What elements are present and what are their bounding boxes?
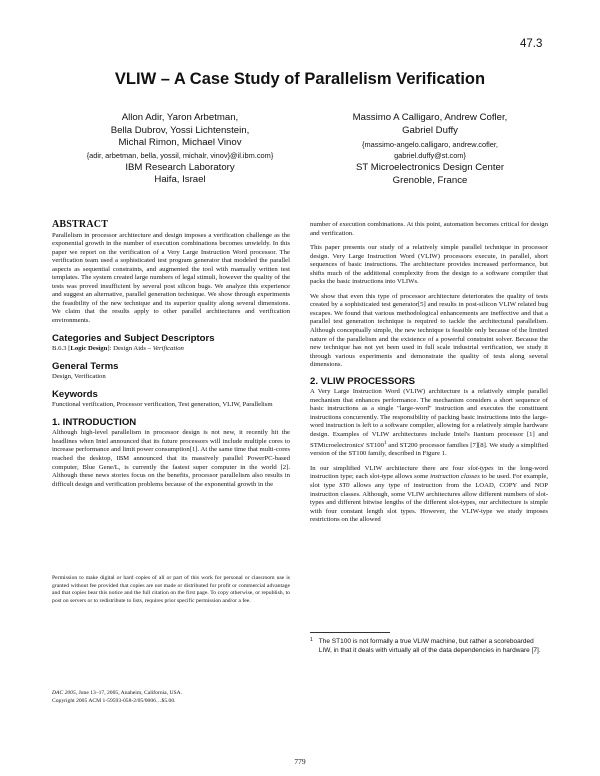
vliw-p1-part-a: A Very Large Instruction Word (VLIW) architecture is a relatively simple parallel mechanism that enhances performance. The mechanism considers a short sequence of basic instructions as a single "large-word" instruction and executes the constituent instructions concurrently. The responsibility of packing basic instructions into the large-word instruction is left to a software compiler, allowing for a relatively simple hardware design. Examples of VLIW architectures include Intel's Itanium processor [1] and STMicroelectronics' ST100 — [310, 388, 548, 449]
author-block-st — [310, 112, 550, 187]
right-paragraph-2: This paper presents our study of a relatively simple parallel technique in processor design. Very Large Instruction Word (VLIW) processors execute, in parallel, short sequences of basic instructions. The architecture provides increased performance, but shifts much of the additional complexity from the design to a software compiler that packs the basic instructions into VLIWs. — [310, 244, 548, 286]
vliw-heading: 2. VLIW PROCESSORS — [310, 375, 416, 387]
author-emails-line-1: {massimo-angelo.calligaro, andrew.cofler, — [362, 140, 498, 150]
categories-text — [52, 345, 290, 354]
right-column — [310, 221, 548, 531]
vliw-p2-part-a: In our simplified VLIW architecture there are four — [310, 464, 469, 472]
author-names-line-1: Allon Adir, Yaron Arbetman, — [121, 112, 239, 123]
vliw-paragraph-1 — [310, 388, 548, 459]
categories-heading: Categories and Subject Descriptors — [52, 332, 215, 344]
permission-notice: Permission to make digital or hard copies of all or part of this work for personal or classroom use is granted without fee provided that copies are not made or distributed for profit or commercial advantage and that copies bear this notice and the full citation on the first page. To copy otherwise, or republish, to post on servers or to redistribute to lists, requires prior specific permission and/or a fee. — [52, 575, 290, 604]
general-terms-text: Design, Verification — [52, 373, 106, 381]
author-names-line-2: Gabriel Duffy — [402, 124, 458, 136]
vliw-p2-part-b: in the long-word instruction type; each slot-type allows some — [310, 464, 549, 481]
footnote-separator — [310, 632, 390, 633]
intro-heading: 1. INTRODUCTION — [52, 416, 137, 428]
conference-info — [52, 690, 290, 705]
vliw-p2-italic-2: instruction classes — [430, 473, 480, 481]
keywords-text: Functional verification, Processor verification, Test generation, VLIW, Parallelism — [52, 401, 273, 409]
abstract-heading: ABSTRACT — [52, 219, 109, 230]
author-names-line-1: Massimo A Calligaro, Andrew Cofler, — [352, 112, 508, 123]
org-location: Grenoble, France — [392, 174, 468, 186]
org-name: IBM Research Laboratory — [125, 161, 235, 173]
author-emails: {adir, arbetman, bella, yossil, michalr, vinov}@il.ibm.com} — [86, 150, 274, 160]
abstract-text: Parallelism in processor architecture and design imposes a verification challenge as the exponential growth in the number of execution combinations becomes unwieldy. In this paper we report on the verification of a Very Large Instruction Word processor. The verification team used a sophisticated test program generator that modeled the parallel aspects as sequential constraints, and augmented the tool with manually written test templates. The system created large numbers of legal stimuli, however the quality of the tests was proved insufficient by several post silicon bugs. We analyze this experience and suggest an alternative, parallel generation technique. We show through experiments the feasibility of the new technique and its superior quality along several dimensions. We claim that the results apply to other parallel architectures and verification environments. — [52, 231, 290, 325]
categories-mid: ]: Design Aids – — [107, 345, 153, 353]
footnote-ref: 1 — [383, 440, 387, 446]
footnote-number: 1 — [310, 637, 313, 643]
author-names-line-2: Bella Dubrov, Yossi Lichtenstein, — [110, 124, 250, 136]
page-number: 779 — [294, 757, 306, 766]
author-names-line-3: Michal Rimon, Michael Vinov — [118, 137, 242, 149]
categories-italic: Verification — [152, 345, 184, 353]
conference-details: , June 13–17, 2005, Anaheim, California, USA. — [75, 690, 183, 696]
vliw-paragraph-2 — [310, 465, 548, 525]
org-name: ST Microelectronics Design Center — [355, 162, 505, 174]
left-column — [52, 221, 290, 495]
copyright-line: Copyright 2005 ACM 1-59593-058-2/05/0006…$5.00. — [52, 697, 176, 704]
vliw-p2-italic-1: slot-types — [468, 464, 494, 472]
footnote — [310, 637, 548, 656]
org-location: Haifa, Israel — [154, 174, 206, 186]
categories-bold: Logic Design — [70, 345, 108, 353]
conference-line — [52, 690, 290, 698]
conference-name: DAC 2005 — [52, 690, 76, 696]
right-paragraph-3: We show that even this type of processor architecture deteriorates the quality of tests created by a sophisticated test generator[5] and results in post-silicon VLIW related bug escapes. We found that various methodological enhancements are ineffective and that a parallel test generation technique is required to tackle the architectural parallelism. Although conceptually simple, the new technique is feasible only because of the limited nature of the parallelism and the existence of a powerful constraint solver. Because the new technique has not yet been used in full scale industrial verification, we study it through various experiments and demonstrate the quality of tests along several dimensions. — [310, 292, 548, 369]
right-paragraph-1: number of execution combinations. At this point, automation becomes critical for design and verification. — [310, 221, 548, 237]
author-block-ibm — [60, 112, 300, 187]
intro-text: Although high-level parallelism in processor design is not new, it recently hit the headlines when Intel announced that its future processors will include multiple cores to increase performance and limit power consumption[1]. At the same time that multi-cores reached the desktop, IBM announced that its massively parallel PowerPC-based computer, Blue Gene/L, is currently the fastest super computer in the world [2]. Although these news stories focus on the benefits, processor parallelism also results in difficult design and verification problems because of the exponential growth in the — [52, 429, 290, 488]
author-emails-line-2: gabriel.duffy@st.com} — [394, 151, 466, 161]
vliw-p2-part-d: allows any type of instruction from the LOAD, COPY and NOP instruction classes. Although, some VLIW architectures allow different numbers of slot-types and different bitwise lengths of the different slot-types, our architecture is simple with four constant length slot types. However, the VLIW-type we study imposes restrictions on the allowed — [310, 482, 548, 524]
session-number: 47.3 — [520, 38, 543, 50]
footnote-text: The ST100 is not formally a true VLIW machine, but rather a scoreboarded LIW, in that it deals with virtually all of the data dependencies in hardware [7]. — [318, 638, 541, 655]
paper-title: VLIW – A Case Study of Parallelism Verification — [114, 70, 486, 88]
general-terms-heading: General Terms — [52, 360, 119, 372]
vliw-p2-part-c: to be used. For example, slot type — [310, 473, 548, 489]
categories-code: B.6.3 [ — [52, 345, 71, 353]
keywords-heading: Keywords — [52, 388, 98, 400]
vliw-p2-italic-3: ST0 — [339, 482, 350, 489]
vliw-p1-part-b: and ST200 processor families [7][8]. We study a simplified version of the ST100 family, described in Figure 1. — [310, 441, 548, 458]
